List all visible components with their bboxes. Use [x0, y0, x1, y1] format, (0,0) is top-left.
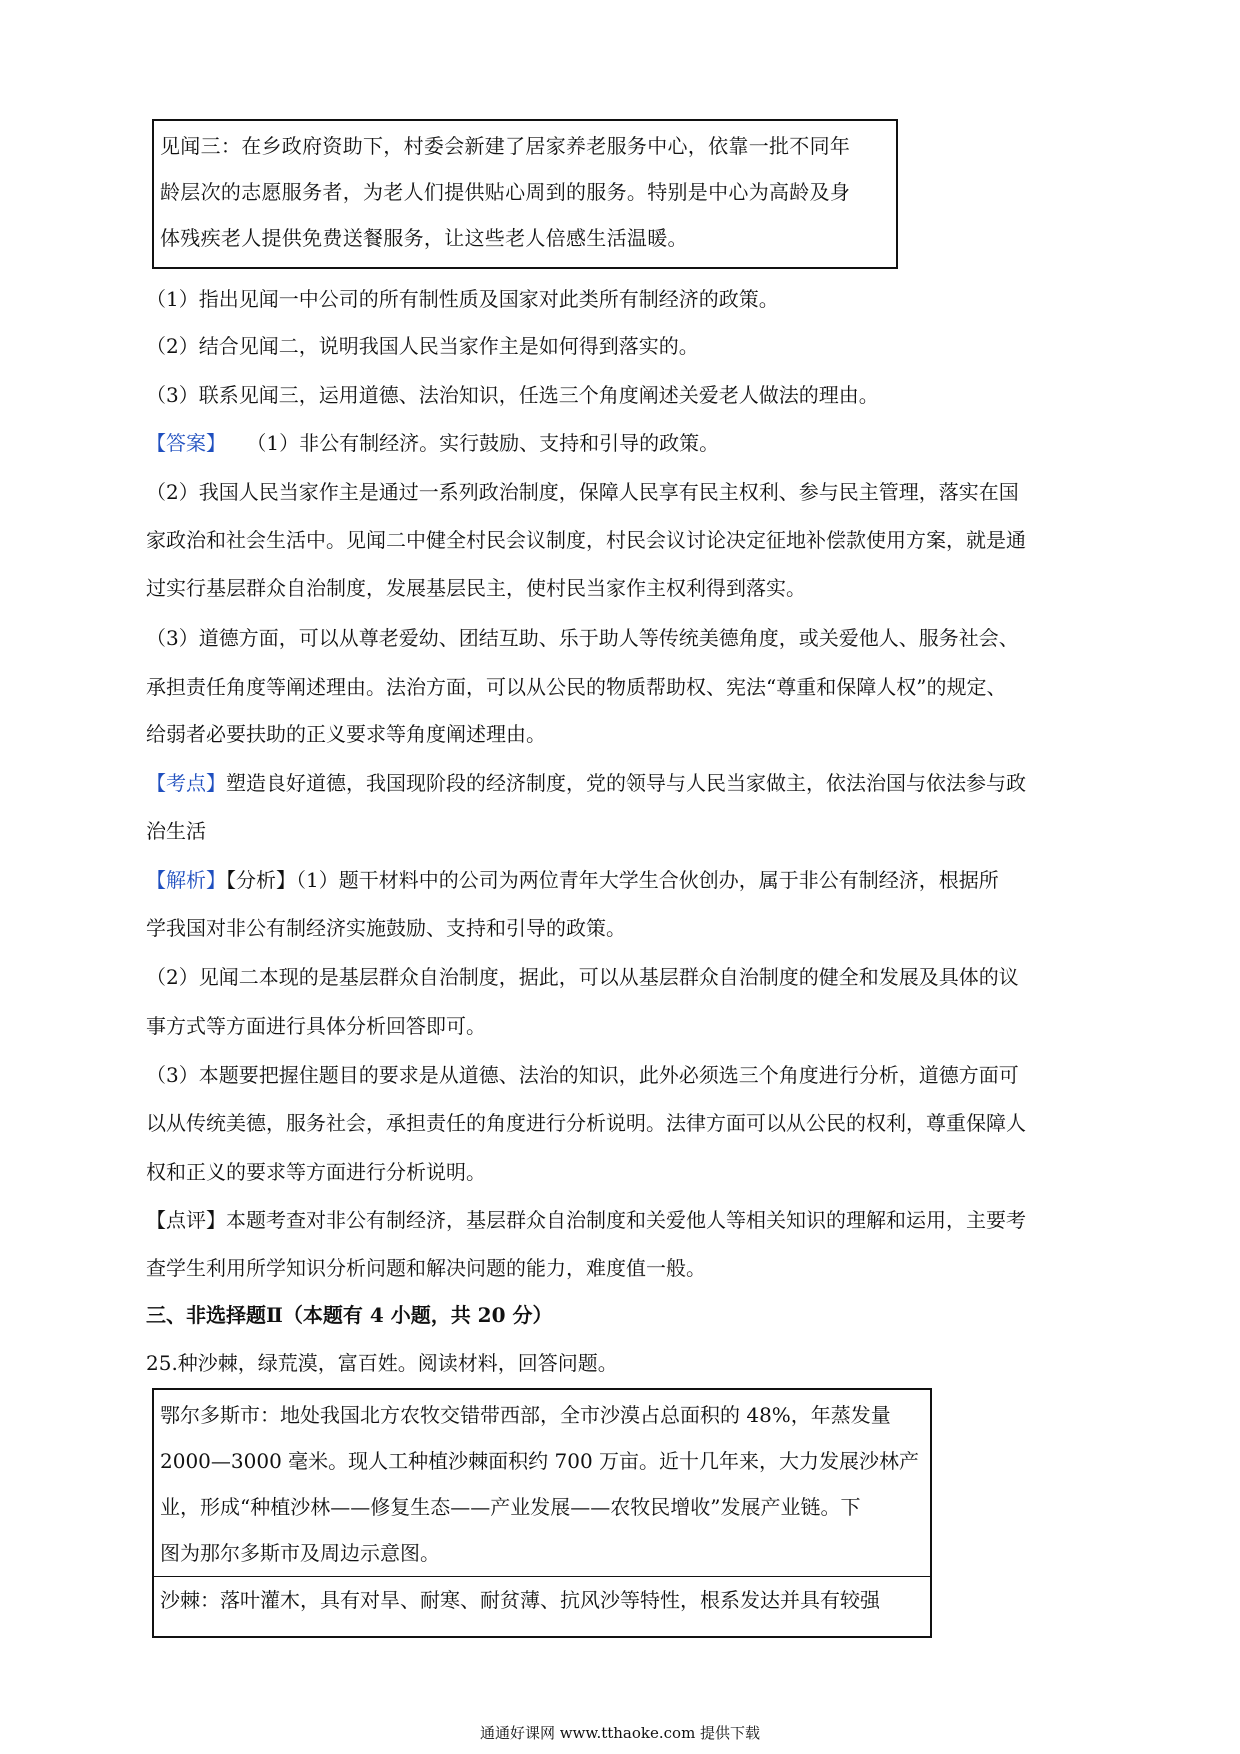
material-line: 见闻三：在乡政府资助下，村委会新建了居家养老服务中心，依靠一批不同年 — [160, 134, 851, 158]
answer-p3-line: 承担责任角度等阐述理由。法治方面，可以从公民的物质帮助权、宪法“尊重和保障人权”的规定、 — [146, 675, 1007, 699]
dianping-line-2: 查学生利用所学知识分析问题和解决问题的能力，难度值一般。 — [146, 1256, 706, 1280]
material-line: 业，形成“种植沙林——修复生态——产业发展——农牧民增收”发展产业链。下 — [160, 1495, 861, 1519]
answer-p2-line: （2）我国人民当家作主是通过一系列政治制度，保障人民享有民主权利、参与民主管理，落实在国 — [146, 480, 1019, 504]
jiexi-line-1 — [146, 868, 999, 892]
jiexi-p2-line: （2）见闻二本现的是基层群众自治制度，据此，可以从基层群众自治制度的健全和发展及具体的议 — [146, 965, 1019, 989]
jiexi-p3-line: 权和正义的要求等方面进行分析说明。 — [146, 1160, 486, 1184]
question-25: 25.种沙棘，绿荒漠，富百姓。阅读材料，回答问题。 — [146, 1351, 618, 1375]
kaodian-text: 塑造良好道德，我国现阶段的经济制度，党的领导与人民当家做主，依法治国与依法参与政 — [226, 771, 1026, 795]
answer-p2-line: 过实行基层群众自治制度，发展基层民主，使村民当家作主权利得到落实。 — [146, 576, 806, 600]
question-1: （1）指出见闻一中公司的所有制性质及国家对此类所有制经济的政策。 — [146, 287, 779, 311]
material-box-25 — [152, 1388, 932, 1638]
dianping-line-1: 【点评】本题考查对非公有制经济，基层群众自治制度和关爱他人等相关知识的理解和运用，主要考 — [146, 1208, 1026, 1232]
material-line: 龄层次的志愿服务者，为老人们提供贴心周到的服务。特别是中心为高龄及身 — [160, 180, 851, 204]
material-line: 2000—3000 毫米。现人工种植沙棘面积约 700 万亩。近十几年来，大力发展沙林产 — [160, 1449, 920, 1473]
answer-p3-line: 给弱者必要扶助的正义要求等角度阐述理由。 — [146, 722, 546, 746]
jiexi-tag: 【解析】 — [146, 868, 226, 892]
material-line: 沙棘：落叶灌木，具有对旱、耐寒、耐贫薄、抗风沙等特性，根系发达并具有较强 — [160, 1588, 880, 1612]
kaodian-tag: 【考点】 — [146, 771, 226, 795]
material-line: 图为那尔多斯市及周边示意图。 — [160, 1541, 440, 1565]
jiexi-text: 【分析】（1）题干材料中的公司为两位青年大学生合伙创办，属于非公有制经济，根据所 — [226, 868, 999, 892]
answer-line-1 — [146, 431, 719, 455]
material-line: 鄂尔多斯市：地处我国北方农牧交错带西部，全市沙漠占总面积的 48%，年蒸发量 — [160, 1403, 891, 1427]
jiexi-p2-line: 事方式等方面进行具体分析回答即可。 — [146, 1014, 486, 1038]
kaodian-line-2: 治生活 — [146, 819, 206, 843]
jiexi-line-2: 学我国对非公有制经济实施鼓励、支持和引导的政策。 — [146, 916, 626, 940]
jiexi-p3-line: 以从传统美德，服务社会，承担责任的角度进行分析说明。法律方面可以从公民的权利，尊重保障人 — [146, 1111, 1026, 1135]
page-footer: 通通好课网 www.tthaoke.com 提供下载 — [479, 1724, 761, 1742]
jiexi-p3-line: （3）本题要把握住题目的要求是从道德、法治的知识，此外必须选三个角度进行分析，道德方面可 — [146, 1063, 1019, 1087]
question-3: （3）联系见闻三，运用道德、法治知识，任选三个角度阐述关爱老人做法的理由。 — [146, 383, 879, 407]
answer-text: （1）非公有制经济。实行鼓励、支持和引导的政策。 — [246, 431, 720, 455]
answer-p3-line: （3）道德方面，可以从尊老爱幼、团结互助、乐于助人等传统美德角度，或关爱他人、服务社会、 — [146, 626, 1019, 650]
material-line: 体残疾老人提供免费送餐服务，让这些老人倍感生活温暖。 — [160, 226, 688, 250]
answer-tag: 【答案】 — [146, 431, 226, 455]
kaodian-line-1 — [146, 771, 1026, 795]
section-heading: 三、非选择题Ⅱ（本题有 4 小题，共 20 分） — [146, 1303, 553, 1327]
answer-p2-line: 家政治和社会生活中。见闻二中健全村民会议制度，村民会议讨论决定征地补偿款使用方案，就是通 — [146, 528, 1026, 552]
question-2: （2）结合见闻二，说明我国人民当家作主是如何得到落实的。 — [146, 334, 699, 358]
material-box-3 — [152, 119, 898, 269]
